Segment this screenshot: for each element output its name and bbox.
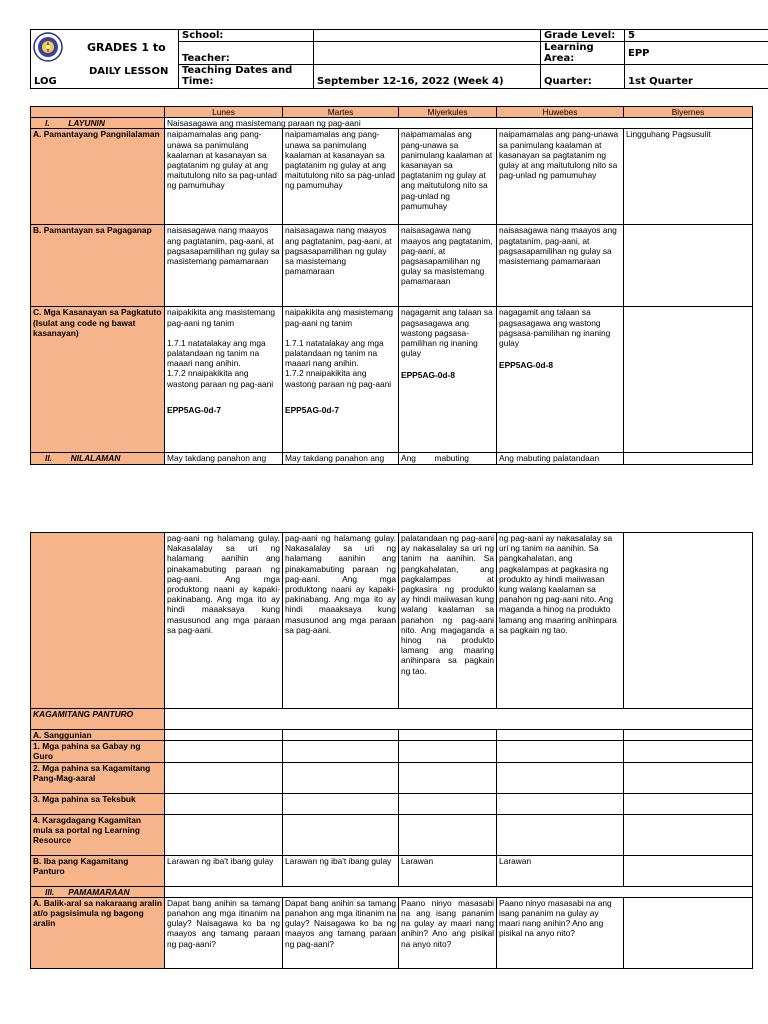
sanggunian-label: A. Sanggunian xyxy=(31,730,165,741)
teacher-value[interactable] xyxy=(314,42,541,65)
layunin-text: Naisasagawa ang masistemang paraan ng pag-aani xyxy=(165,118,753,129)
day-header-mon: Lunes xyxy=(165,107,283,118)
pangnilalaman-tue: naipamamalas ang pang-unawa sa panimulang kaalaman at kasanayan sa pagtatanim ng gulay at ang maitutulong nito sa pag-unlad ng pamumuhay xyxy=(283,129,399,225)
kasanayan-wed xyxy=(399,307,497,453)
pagganap-thu: naisasagawa nang maayos ang pagtatanim, pag-aani, at pagsasapamilihan ng gulay sa masistemang pamamaraan xyxy=(497,225,624,307)
gabay-label: 1. Mga pahina sa Gabay ng Guro xyxy=(31,741,165,762)
pamantayang-pangnilalaman-label: A. Pamantayang Pangnilalaman xyxy=(31,129,165,225)
layunin-label: I. LAYUNIN xyxy=(31,118,165,129)
nilalaman-mon: May takdang panahon ang xyxy=(165,453,283,465)
teacher-label: Teacher: xyxy=(179,42,314,65)
school-value[interactable] xyxy=(314,30,541,42)
grade-level-value[interactable]: 5 xyxy=(625,30,768,42)
kasanayan-wed-code: EPP5AG-0d-8 xyxy=(401,370,455,381)
day-header-fri: Biyernes xyxy=(624,107,753,118)
log-title: LOG xyxy=(34,76,57,87)
teksbuk-label: 3. Mga pahina sa Teksbuk xyxy=(31,793,165,814)
lesson-table-part1 xyxy=(30,106,753,465)
kasanayan-thu-intro: nagagamit ang talaan sa pagsasagawa ang wastong pagsasa-pamilihan ng inaning gulay xyxy=(499,307,611,349)
pagganap-mon: naisasagawa nang maayos ang pagtatanim, pag-aani, at pagsasapamilihan ng gulay sa masistemang pamamaraan xyxy=(165,225,283,307)
iba-pang-mon: Larawan ng iba't ibang gulay xyxy=(165,855,283,886)
balik-aral-fri xyxy=(624,897,753,968)
nilalaman-wed: Ang mabuting xyxy=(399,453,497,465)
teaching-dates-value[interactable]: September 12-16, 2022 (Week 4) xyxy=(314,65,541,89)
nilalaman-fri xyxy=(624,453,753,465)
school-label: School: xyxy=(179,30,314,42)
grades-title: GRADES 1 to xyxy=(87,41,166,54)
teaching-dates-label: Teaching Dates and Time: xyxy=(179,65,314,89)
kasanayan-mon xyxy=(165,307,283,453)
pamamaraan-span xyxy=(165,886,753,897)
iba-pang-label: B. Iba pang Kagamitang Panturo xyxy=(31,855,165,886)
day-header-tue: Martes xyxy=(283,107,399,118)
pangnilalaman-wed: naipamamalas ang pang-unawa sa panimulang kaalaman at kasanayan sa pagtatanim ng gulay at ang maitutulong nito sa pag-unlad ng pamumuhay xyxy=(399,129,497,225)
pangnilalaman-thu: naipamamalas ang pang-unawa sa panimulang kaalaman at kasanayan sa pagtatanim ng gulay at ang maitutulong nito sa pag-unlad ng pamumuhay xyxy=(497,129,624,225)
day-header-thu: Huwebes xyxy=(497,107,624,118)
iba-pang-fri xyxy=(624,855,753,886)
kasanayan-thu-code: EPP5AG-0d-8 xyxy=(499,360,553,371)
nilalaman-label: II. NILALAMAN xyxy=(31,453,165,465)
lesson-table-part2 xyxy=(30,532,753,969)
grade-level-label: Grade Level: xyxy=(541,30,625,42)
balik-aral-wed: Paano ninyo masasabi na ang isang pananim na gulay ay maari nang anihin? Ano ang pisikal na anyo nito? xyxy=(399,897,497,968)
header-title-cell xyxy=(31,30,179,89)
nilalaman-thu: Ang mabuting palatandaan xyxy=(497,453,624,465)
nilalaman-cont-wed: palatandaan ng pag-aani ay nakasalalay sa uri ng tanim na aanihin. Sa pangkahalatan, ang pagkalampas at pagkasira ng produkto ay hindi maiiwasan kung walang kaalaman sa panahon ng pag-aani nito. Ang magaganda a hinog na produkto lamang ang maaring anihinpara sa pagkain ng tao. xyxy=(399,533,497,709)
quarter-value[interactable]: 1st Quarter xyxy=(625,65,768,89)
nilalaman-tue: May takdang panahon ang xyxy=(283,453,399,465)
balik-aral-tue: Dapat bang anihin sa tamang panahon ang mga itinanim na gulay? Naisagawa ko ba ng maayos ang tamang paraan ng pag-aani? xyxy=(283,897,399,968)
learning-area-label: Learning Area: xyxy=(541,42,625,65)
karagdagang-label: 4. Karagdagang Kagamitan mula sa portal ng Learning Resource xyxy=(31,814,165,855)
nilalaman-cont-thu: ng pag-aani ay nakasalalay sa uri ng tanim na aanihin. Sa pangkahalatan, ang pagkalampas at pagkasira ng produkto ay hindi maiiwasan kung walang kaalaman sa panahon ng pag-aani nito. Ang maganda a hinog na produkto lamang ang maaring anihinpara sa pagkain ng tao. xyxy=(497,533,624,709)
corner-cell xyxy=(31,107,165,118)
nilalaman-cont-mon: pag-aani ng halamang gulay. Nakasalalay sa uri ng halamang aanihin ang pinakamabuting paraan ng pag-aani. Ang mga produktong naani ay kapaki-pakinabang. Ang mga ito ay hindi maaaksaya kung masusunod ang mga paraan sa pag-aani. xyxy=(165,533,283,709)
iba-pang-wed: Larawan xyxy=(399,855,497,886)
pagganap-wed: naisasagawa nang maayos ang pagtatanim, pag-aani, at pagsasapamilihan ng gulay sa masistemang pamamaraan xyxy=(399,225,497,307)
pangnilalaman-fri: Lingguhang Pagsusulit xyxy=(624,129,753,225)
kasanayan-mon-item2: 1.7.2 nnaipakikita ang wastong paraan ng pag-aani xyxy=(167,368,274,389)
pamantayan-pagganap-label: B. Pamantayan sa Pagaganap xyxy=(31,225,165,307)
kasanayan-mon-code: EPP5AG-0d-7 xyxy=(167,404,221,415)
balik-aral-mon: Dapat bang anihin sa tamang panahon ang mga itinanim na gulay? Naisagawa ko ba ng maayos ang tamang paraan ng pag-aani? xyxy=(165,897,283,968)
kasanayan-mon-item1: 1.7.1 natatalakay ang mga palatandaan ng tanim na maaari nang anihin. xyxy=(167,337,266,369)
nilalaman-cont-fri xyxy=(624,533,753,709)
kasanayan-thu xyxy=(497,307,624,453)
kagamitang-label: KAGAMITANG PANTURO xyxy=(31,709,165,730)
kagamitang-pang-label: 2. Mga pahina sa Kagamitang Pang-Mag-aaral xyxy=(31,762,165,793)
kasanayan-tue-code: EPP5AG-0d-7 xyxy=(285,404,339,415)
kasanayan-wed-intro: nagagamit ang talaan sa pagsasagawa ang wastong pagsasa-pamilihan ng inaning gulay xyxy=(401,307,493,359)
kasanayan-label: C. Mga Kasanayan sa Pagkatuto (Isulat ang code ng bawat kasanayan) xyxy=(31,307,165,453)
kasanayan-tue-intro: naipakikita ang masistemang pag-aani ng tanim xyxy=(285,307,394,328)
pagganap-fri xyxy=(624,225,753,307)
nilalaman-cont-label xyxy=(31,533,165,709)
quarter-label: Quarter: xyxy=(541,65,625,89)
kasanayan-mon-intro: naipakikita ang masistemang pag-aani ng tanim xyxy=(167,307,276,328)
balik-aral-thu: Paano ninyo masasabi na ang isang pananim na gulay ay maari nang anihin? Ano ang pisikal na anyo nito? xyxy=(497,897,624,968)
kasanayan-tue-item1: 1.7.1 natatalakay ang mga palatandaan ng tanim na maaari nang anihin. xyxy=(285,337,384,369)
learning-area-value[interactable]: EPP xyxy=(625,42,768,65)
balik-aral-label: A. Balik-aral sa nakaraang aralin at/o pagsisimula ng bagong aralin xyxy=(31,897,165,968)
iba-pang-thu: Larawan xyxy=(497,855,624,886)
pagganap-tue: naisasagawa nang maayos ang pagtatanim, pag-aani, at pagsasapamilihan ng gulay sa masistemang pamamaraan xyxy=(283,225,399,307)
kagamitang-span xyxy=(165,709,753,730)
lesson-header xyxy=(30,29,768,89)
nilalaman-cont-tue: pag-aani ng halamang gulay. Nakasalalay sa uri ng halamang aanihin ang pinakamabuting paraan ng pag-aani. Ang mga produktong naani ay kapaki-pakinabang. Ang mga ito ay hindi maaaksaya kung masusunod ang mga paraan sa pag-aani. xyxy=(283,533,399,709)
kasanayan-fri xyxy=(624,307,753,453)
pamamaraan-label: III. PAMAMARAAN xyxy=(31,886,165,897)
deped-seal-icon xyxy=(33,32,63,62)
daily-lesson-title: DAILY LESSON xyxy=(89,66,169,77)
pangnilalaman-mon: naipamamalas ang pang-unawa sa panimulang kaalaman at kasanayan sa pagtatanim ng gulay at ang maitutulong nito sa pag-unlad ng pamumuhay xyxy=(165,129,283,225)
kasanayan-tue xyxy=(283,307,399,453)
day-header-wed: Miyerkules xyxy=(399,107,497,118)
iba-pang-tue: Larawan ng iba't ibang gulay xyxy=(283,855,399,886)
kasanayan-tue-item2: 1.7.2 nnaipakikita ang wastong paraan ng pag-aani xyxy=(285,368,392,389)
